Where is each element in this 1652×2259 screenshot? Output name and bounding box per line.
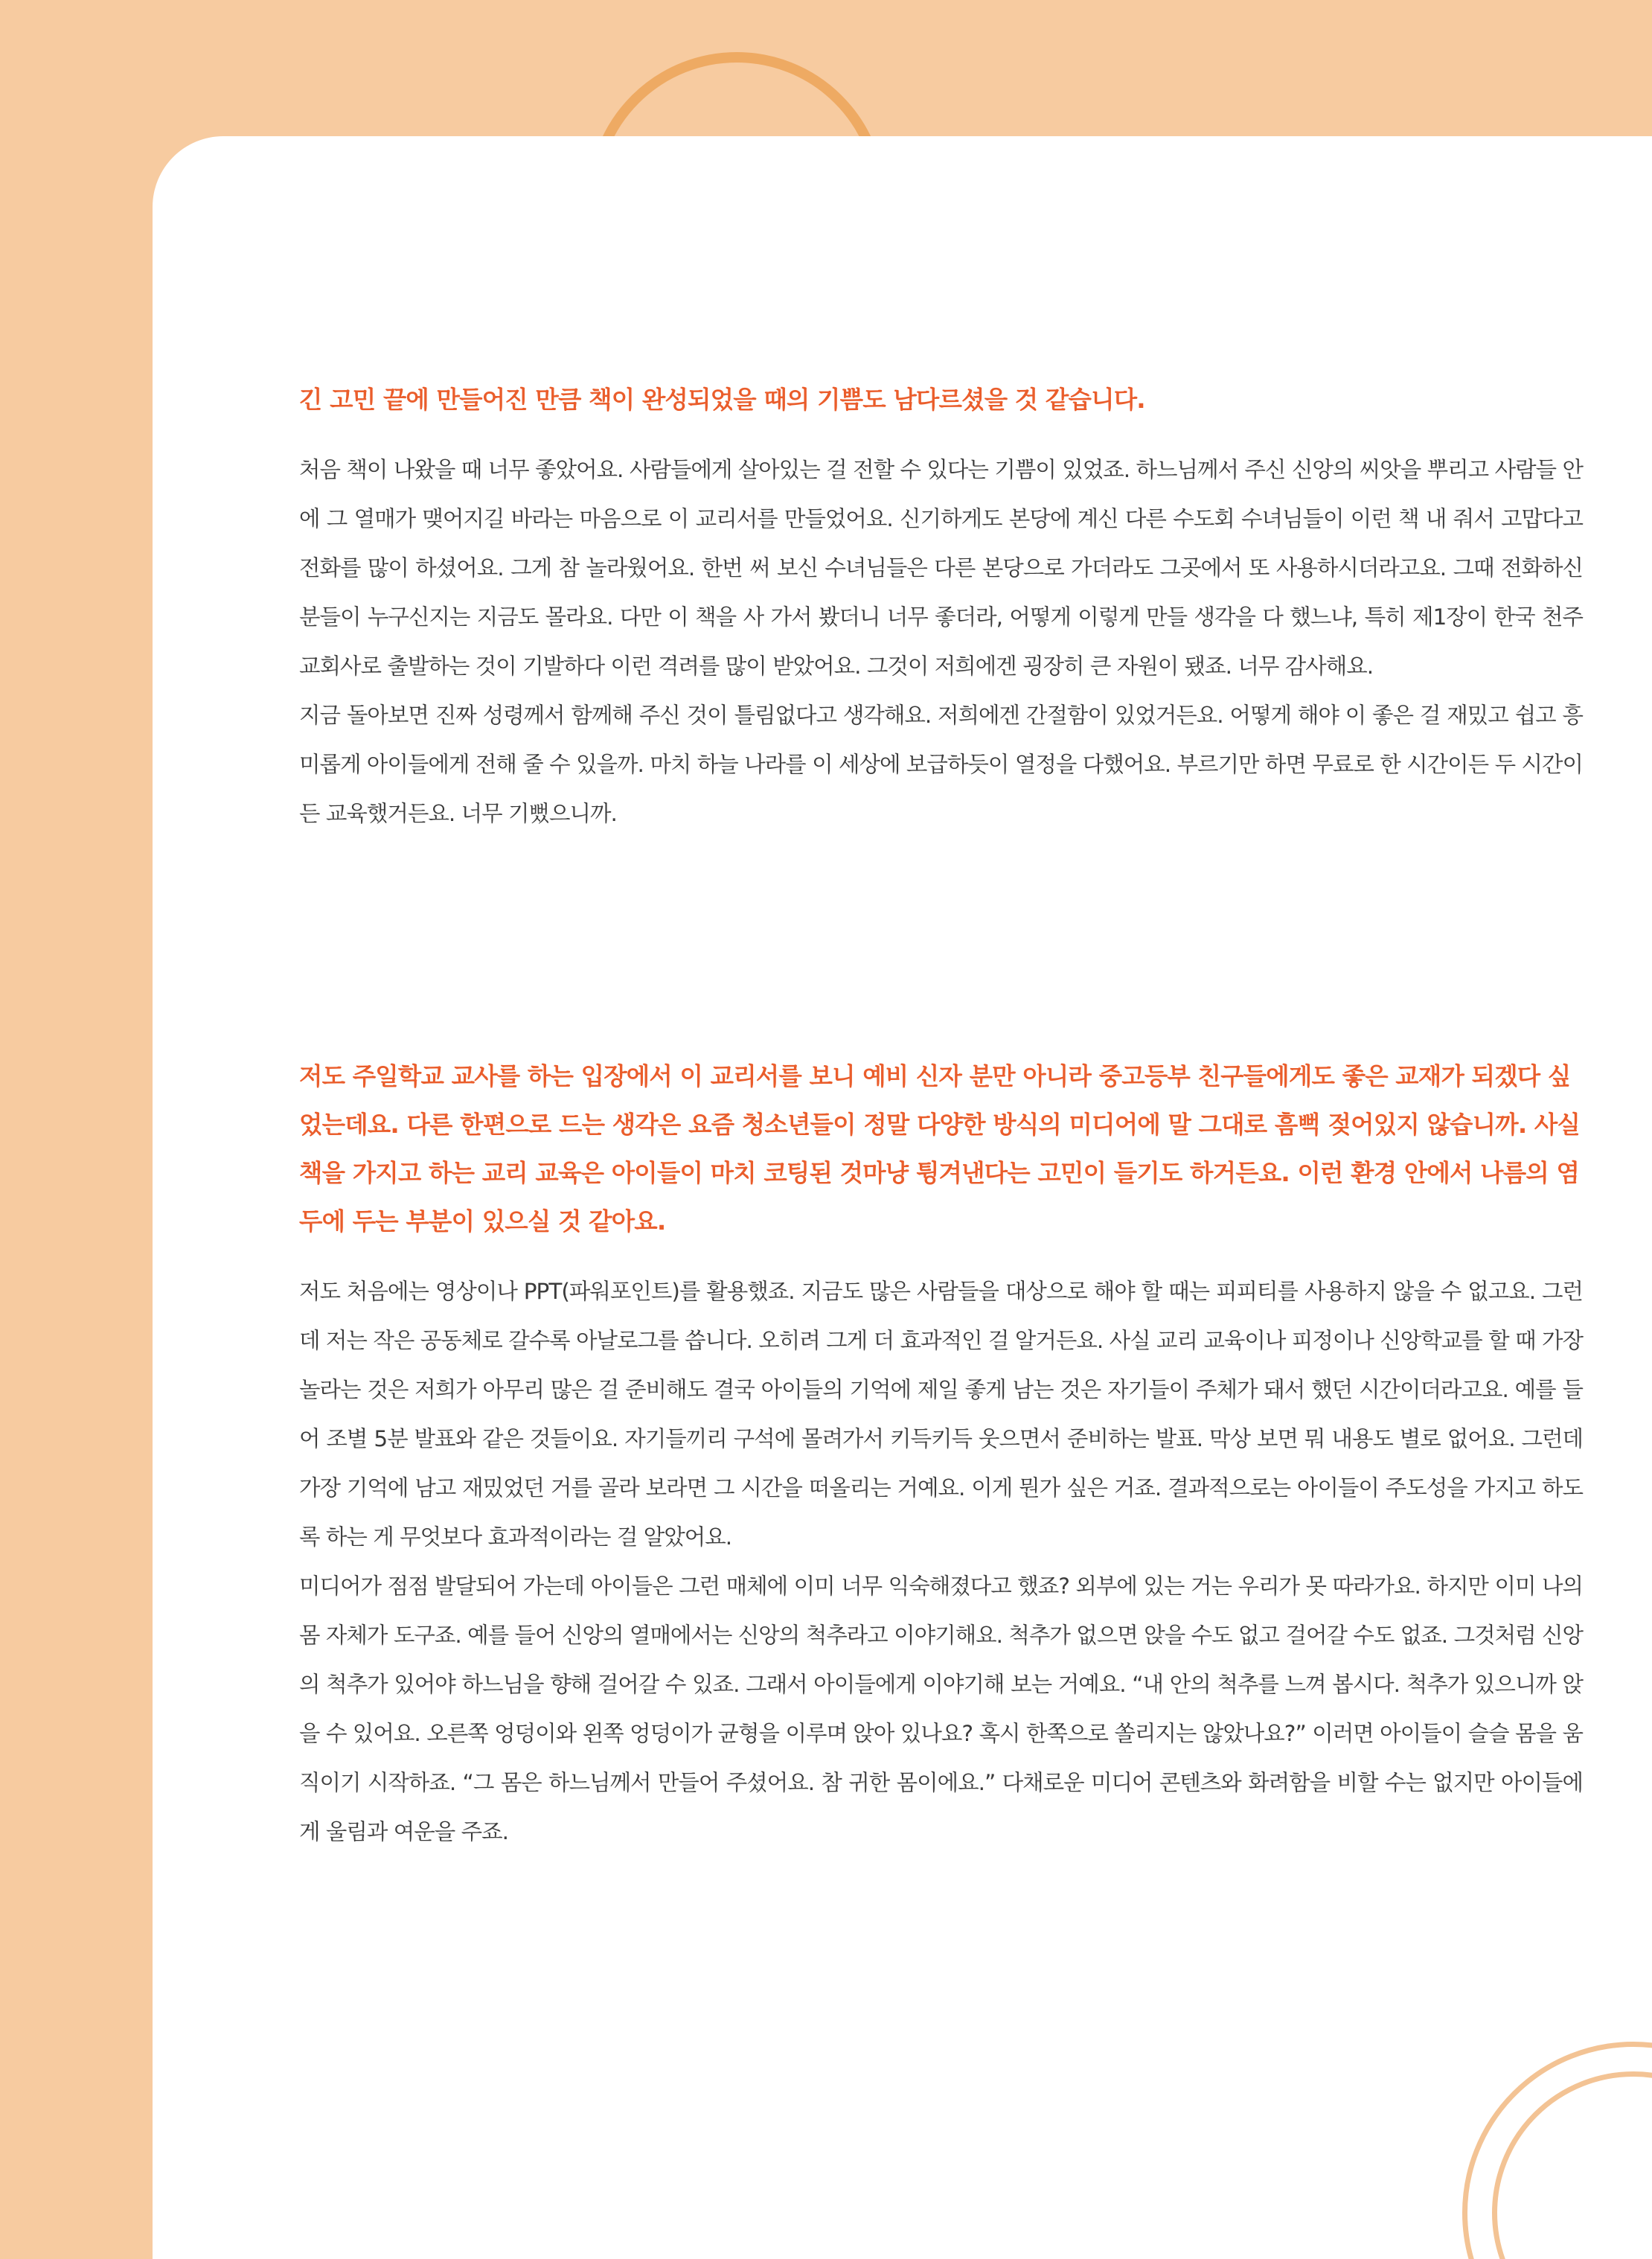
answer-paragraph: 처음 책이 나왔을 때 너무 좋았어요. 사람들에게 살아있는 걸 전할 수 있다는 기쁨이 있었죠. 하느님께서 주신 신앙의 씨앗을 뿌리고 사람들 안에 그 열매가 맺어지길 바라는 마음으로 이 교리서를 만들었어요. 신기하게도 본당에 계신 다른 수도회 수녀님들이 이런 책 내 줘서 고맙다고 전화를 많이 하셨어요. 그게 참 놀라웠어요. 한번 써 보신 수녀님들은 다른 본당으로 가더라도 그곳에서 또 사용하시더라고요. 그때 전화하신 분들이 누구신지는 지금도 몰라요. 다만 이 책을 사 가서 봤더니 너무 좋더라, 어떻게 이렇게 만들 생각을 다 했느냐, 특히 제1장이 한국 천주교회사로 출발하는 것이 기발하다 이런 격려를 많이 받았어요. 그것이 저희에겐 굉장히 큰 자원이 됐죠. 너무 감사해요. [299,457,1583,679]
interview-question: 긴 고민 끝에 만들어진 만큼 책이 완성되었을 때의 기쁨도 남다르셨을 것 같습니다. [299,386,1145,414]
interview-question: 저도 주일학교 교사를 하는 입장에서 이 교리서를 보니 예비 신자 분만 아니라 중고등부 친구들에게도 좋은 교재가 되겠다 싶었는데요. 다른 한편으로 드는 생각은 요즘 청소년들이 정말 다양한 방식의 미디어에 말 그대로 흠뻑 젖어있지 않습니까. 사실 책을 가지고 하는 교리 교육은 아이들이 마치 코팅된 것마냥 튕겨낸다는 고민이 들기도 하거든요. 이런 환경 안에서 나름의 염두에 두는 부분이 있으실 것 같아요. [299,1062,1581,1236]
content-card [153,136,1652,2259]
interview-answer [299,1267,1583,1856]
answer-paragraph: 저도 처음에는 영상이나 PPT(파워포인트)를 활용했죠. 지금도 많은 사람들을 대상으로 해야 할 때는 피피티를 사용하지 않을 수 없고요. 그런데 저는 작은 공동체로 갈수록 아날로그를 씁니다. 오히려 그게 더 효과적인 걸 알거든요. 사실 교리 교육이나 피정이나 신앙학교를 할 때 가장 놀라는 것은 저희가 아무리 많은 걸 준비해도 결국 아이들의 기억에 제일 좋게 남는 것은 자기들이 주체가 돼서 했던 시간이더라고요. 예를 들어 조별 5분 발표와 같은 것들이요. 자기들끼리 구석에 몰려가서 키득키득 웃으면서 준비하는 발표. 막상 보면 뭐 내용도 별로 없어요. 그런데 가장 기억에 남고 재밌었던 거를 골라 보라면 그 시간을 떠올리는 거예요. 이게 뭔가 싶은 거죠. 결과적으로는 아이들이 주도성을 가지고 하도록 하는 게 무엇보다 효과적이라는 걸 알았어요. [299,1279,1583,1550]
interview-section-1 [299,376,1583,838]
interview-answer [299,445,1583,838]
answer-paragraph: 지금 돌아보면 진짜 성령께서 함께해 주신 것이 틀림없다고 생각해요. 저희에겐 간절함이 있었거든요. 어떻게 해야 이 좋은 걸 재밌고 쉽고 흥미롭게 아이들에게 전해 줄 수 있을까. 마치 하늘 나라를 이 세상에 보급하듯이 열정을 다했어요. 부르기만 하면 무료로 한 시간이든 두 시간이든 교육했거든요. 너무 기뻤으니까. [299,703,1583,826]
interview-section-2 [299,1052,1583,1856]
answer-paragraph: 미디어가 점점 발달되어 가는데 아이들은 그런 매체에 이미 너무 익숙해졌다고 했죠? 외부에 있는 거는 우리가 못 따라가요. 하지만 이미 나의 몸 자체가 도구죠. 예를 들어 신앙의 열매에서는 신앙의 척추라고 이야기해요. 척추가 없으면 앉을 수도 없고 걸어갈 수도 없죠. 그것처럼 신앙의 척추가 있어야 하느님을 향해 걸어갈 수 있죠. 그래서 아이들에게 이야기해 보는 거예요. “내 안의 척추를 느껴 봅시다. 척추가 있으니까 앉을 수 있어요. 오른쪽 엉덩이와 왼쪽 엉덩이가 균형을 이루며 앉아 있나요? 혹시 한쪽으로 쏠리지는 않았나요?” 이러면 아이들이 슬슬 몸을 움직이기 시작하죠. “그 몸은 하느님께서 만들어 주셨어요. 참 귀한 몸이에요.” 다채로운 미디어 콘텐츠와 화려함을 비할 수는 없지만 아이들에게 울림과 여운을 주죠. [299,1573,1583,1844]
